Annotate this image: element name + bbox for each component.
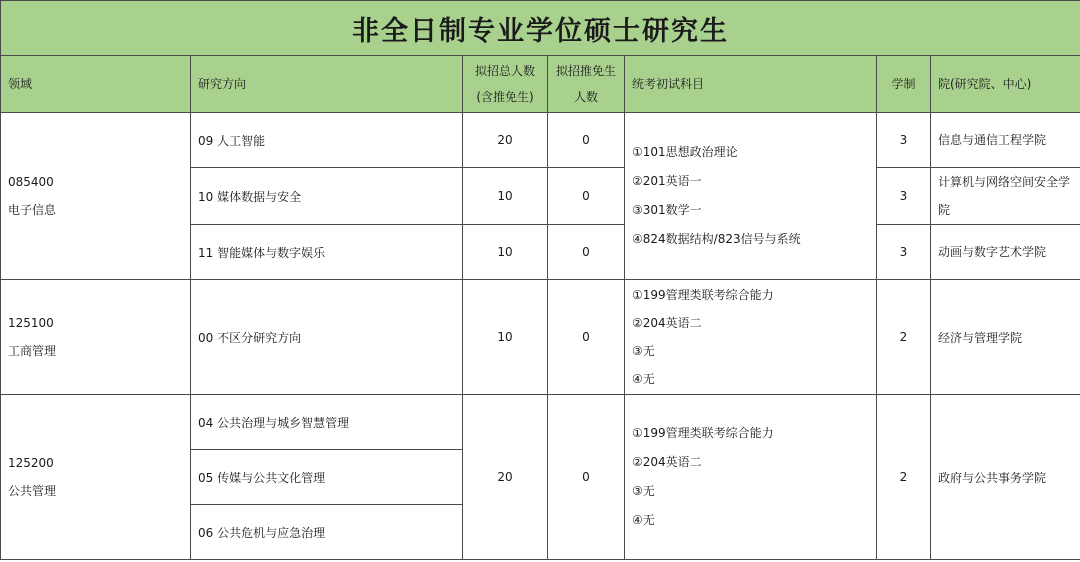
exempt-cell: 0 [548,225,625,280]
field-code: 085400 [8,175,54,189]
years-cell: 3 [877,225,931,280]
exempt-cell: 0 [548,168,625,225]
exam-subject: ③无 [632,344,655,358]
table-row [1,280,1080,395]
header-exempt [548,56,625,113]
header-field: 领域 [1,56,191,113]
school-cell: 政府与公共事务学院 [931,395,1080,560]
field-cell [1,280,191,395]
exam-subject: ①101思想政治理论 [632,145,738,159]
field-code: 125100 [8,316,54,330]
total-cell: 10 [463,280,548,395]
header-school: 院(研究院、中心) [931,56,1080,113]
exam-subject: ③无 [632,484,655,498]
field-code: 125200 [8,456,54,470]
school-cell: 信息与通信工程学院 [931,113,1080,168]
field-cell [1,113,191,280]
header-total-line2: (含推免生) [476,90,534,104]
direction-cell: 04 公共治理与城乡智慧管理 [191,395,463,450]
direction-cell: 00 不区分研究方向 [191,280,463,395]
table-title: 非全日制专业学位硕士研究生 [1,1,1080,56]
header-total-line1: 拟招总人数 [474,64,535,78]
field-cell [1,395,191,560]
exam-subject: ②201英语一 [632,174,702,188]
exam-subject: ④无 [632,513,655,527]
field-name: 工商管理 [8,344,57,358]
school-cell: 经济与管理学院 [931,280,1080,395]
header-exam: 统考初试科目 [625,56,877,113]
header-row [1,56,1080,113]
title-row [1,1,1080,56]
direction-cell: 10 媒体数据与安全 [191,168,463,225]
exam-subject: ①199管理类联考综合能力 [632,426,774,440]
field-name: 电子信息 [8,203,57,217]
years-cell: 3 [877,168,931,225]
table-row [1,395,1080,450]
exam-cell [625,395,877,560]
total-cell: 10 [463,168,548,225]
exam-cell [625,280,877,395]
field-name: 公共管理 [8,484,57,498]
exam-subject: ①199管理类联考综合能力 [632,288,774,302]
direction-cell: 05 传媒与公共文化管理 [191,450,463,505]
exempt-cell: 0 [548,113,625,168]
school-cell: 动画与数字艺术学院 [931,225,1080,280]
exam-subject: ④824数据结构/823信号与系统 [632,232,801,246]
header-years: 学制 [877,56,931,113]
years-cell: 2 [877,395,931,560]
years-cell: 3 [877,113,931,168]
exam-subject: ③301数学一 [632,203,702,217]
header-exempt-line1: 拟招推免生 [555,64,616,78]
exempt-cell: 0 [548,280,625,395]
total-cell: 20 [463,113,548,168]
direction-cell: 06 公共危机与应急治理 [191,505,463,560]
header-total [463,56,548,113]
exam-subject: ④无 [632,372,655,386]
exempt-cell: 0 [548,395,625,560]
total-cell: 10 [463,225,548,280]
exam-cell [625,113,877,280]
exam-subject: ②204英语二 [632,455,702,469]
exam-subject: ②204英语二 [632,316,702,330]
header-direction: 研究方向 [191,56,463,113]
header-exempt-line2: 人数 [573,90,598,104]
years-cell: 2 [877,280,931,395]
school-cell: 计算机与网络空间安全学院 [931,168,1080,225]
direction-cell: 09 人工智能 [191,113,463,168]
direction-cell: 11 智能媒体与数字娱乐 [191,225,463,280]
total-cell: 20 [463,395,548,560]
table-row [1,113,1080,168]
